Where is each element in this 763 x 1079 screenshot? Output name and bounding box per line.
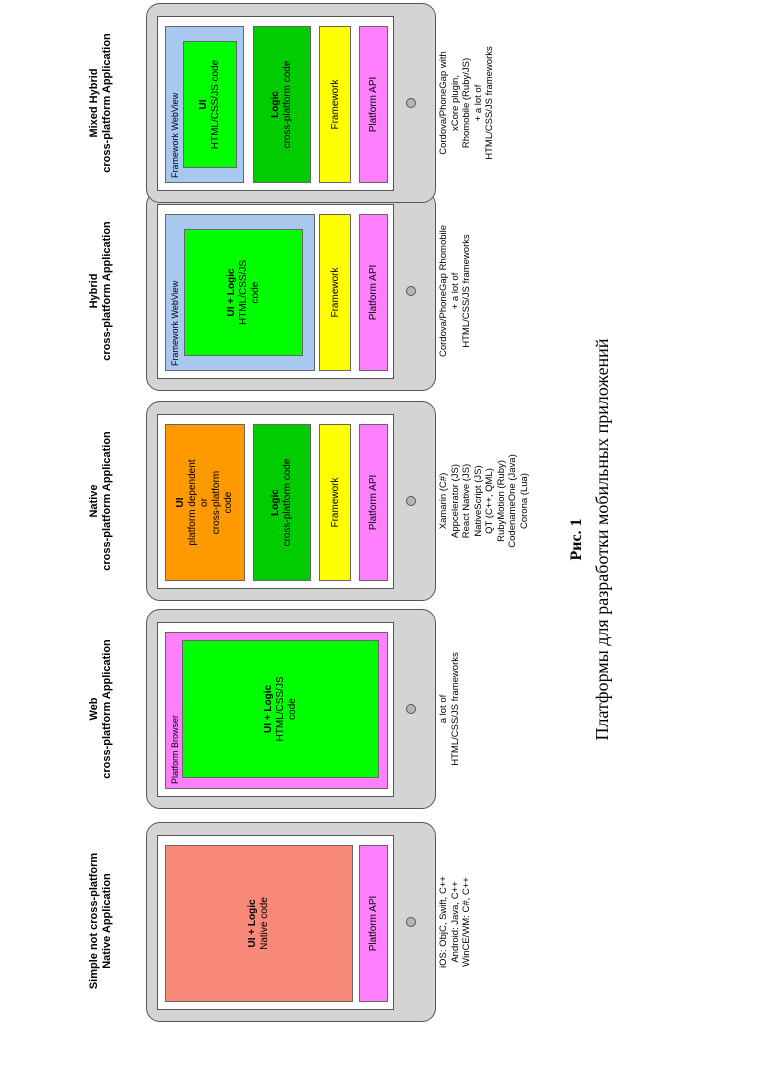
ui-block: UI HTML/CSS/JS code xyxy=(183,41,237,168)
platform-browser-block: Platform Browser UI + Logic HTML/CSS/JS code xyxy=(165,632,388,789)
platform-api-block: Platform API xyxy=(359,845,388,1002)
platform-api-block: Platform API xyxy=(359,424,388,581)
framework-webview-block: Framework WebView UI HTML/CSS/JS code xyxy=(165,26,244,183)
home-button-icon xyxy=(406,704,416,714)
framework-block: Framework xyxy=(319,214,351,371)
notes-native-cross: Xamarin (C#) Appcelerator (JS) React Native (JS) NativeScript (JS) QT (C++, QML) RubyMotion (Ruby) CodenameOne (Java) Corona (Lua) xyxy=(438,454,530,548)
phone-screen xyxy=(157,414,394,589)
framework-block: Framework xyxy=(319,424,351,581)
logic-block: Logic cross-platform code xyxy=(253,26,311,183)
home-button-icon xyxy=(406,496,416,506)
home-button-icon xyxy=(406,286,416,296)
column-title-web: Web cross-platform Application xyxy=(88,639,113,779)
phone-web xyxy=(146,609,436,809)
phone-hybrid xyxy=(146,191,436,391)
platform-api-block: Platform API xyxy=(359,26,388,183)
column-title-native-cross: Native cross-platform Application xyxy=(88,431,113,571)
phone-screen xyxy=(157,835,394,1010)
phone-screen xyxy=(157,622,394,797)
ui-logic-block: UI + Logic HTML/CSS/JS code xyxy=(184,229,303,356)
framework-webview-block: Framework WebView UI + Logic HTML/CSS/JS code xyxy=(165,214,315,371)
phone-native-simple xyxy=(146,822,436,1022)
ui-block: UI platform dependent or cross-platform code xyxy=(165,424,245,581)
figure-label: Рис. 1 xyxy=(568,518,585,561)
phone-screen xyxy=(157,204,394,379)
notes-native-simple: iOS: ObjC, Swift, C++ Android: Java, C++ WinCE/WM: C#, C++ xyxy=(438,876,472,968)
column-title-hybrid: Hybrid cross-platform Application xyxy=(88,221,113,361)
ui-logic-block: UI + Logic HTML/CSS/JS code xyxy=(182,640,379,778)
home-button-icon xyxy=(406,98,416,108)
phone-native-cross xyxy=(146,401,436,601)
platform-api-block: Platform API xyxy=(359,214,388,371)
phone-screen xyxy=(157,16,394,191)
logic-block: Logic cross-platform code xyxy=(253,424,311,581)
notes-web: a lot of HTML/CSS/JS frameworks xyxy=(438,652,461,766)
framework-block: Framework xyxy=(319,26,351,183)
phone-mixed-hybrid xyxy=(146,3,436,203)
notes-mixed-hybrid: Cordova/PhoneGap with xCore plugin, Rhomobile (Ruby/JS) + a lot of HTML/CSS/JS frameworks xyxy=(438,46,495,160)
column-title-native-simple: Simple not cross-platform Native Application xyxy=(88,852,113,990)
column-title-mixed-hybrid: Mixed Hybrid cross-platform Application xyxy=(88,33,113,173)
figure-title: Платформы для разработки мобильных приложений xyxy=(592,338,612,741)
home-button-icon xyxy=(406,917,416,927)
ui-logic-block: UI + Logic Native code xyxy=(165,845,353,1002)
notes-hybrid: Cordova/PhoneGap Rhomobile + a lot of HTML/CSS/JS frameworks xyxy=(438,224,472,358)
